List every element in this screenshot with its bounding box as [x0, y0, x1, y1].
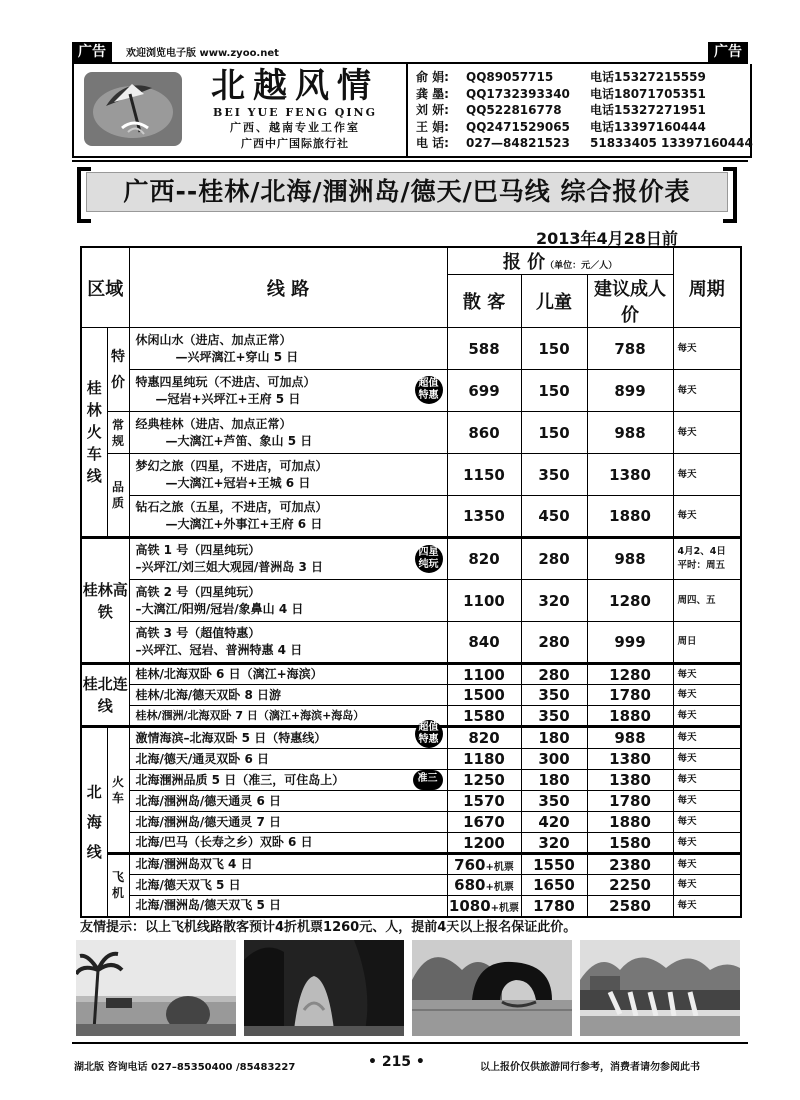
quasi-three-star-badge: 准三	[413, 770, 443, 790]
route-cell	[129, 412, 447, 454]
price-child: 280	[521, 664, 587, 685]
table-row[interactable]	[81, 749, 741, 770]
table-row[interactable]	[81, 328, 741, 370]
table-row[interactable]	[81, 896, 741, 917]
cycle: 每天	[673, 875, 741, 896]
price-child: 420	[521, 812, 587, 833]
page-title: 广西--桂林/北海/涠洲岛/德天/巴马线 综合报价表	[123, 177, 691, 206]
four-star-badge: 四星纯玩	[415, 545, 443, 573]
contact-phone[interactable]: 电话15327215559	[590, 70, 706, 84]
header-price-label: 报 价	[502, 252, 546, 273]
price-scatter: 820	[447, 538, 521, 580]
contact-name: 王 娟:	[416, 119, 449, 134]
route-cell: 北海/德天双飞 5 日	[129, 875, 447, 896]
route-cell	[129, 538, 447, 580]
ad-tag-left: 广告	[72, 42, 112, 62]
price-adult: 1380	[587, 749, 673, 770]
header-adult: 建议成人价	[587, 275, 673, 328]
price-adult: 1580	[587, 833, 673, 854]
price-child: 280	[521, 622, 587, 664]
footer-edition: 湖北版 咨询电话 027–85350400 /85483227	[74, 1062, 296, 1073]
header-region: 区域	[81, 247, 129, 328]
cycle	[673, 538, 741, 580]
price-adult: 1280	[587, 580, 673, 622]
price-scatter: 1570	[447, 791, 521, 812]
price-scatter: 1580	[447, 706, 521, 727]
route-line1: 高铁 2 号（四星纯玩）	[135, 584, 261, 599]
cycle: 每天	[673, 749, 741, 770]
price-child: 320	[521, 833, 587, 854]
cycle: 每天	[673, 664, 741, 685]
detian-waterfall-photo	[580, 940, 740, 1036]
contact-name: 俞 娟:	[416, 70, 449, 84]
price-adult: 1880	[587, 496, 673, 538]
route-line1: 高铁 1 号（四星纯玩）	[135, 543, 261, 557]
region-beihai: 北海线	[81, 727, 107, 917]
price-scatter: 860	[447, 412, 521, 454]
route-line2: —冠岩+兴坪江+王府 5 日	[155, 391, 301, 406]
price-adult: 999	[587, 622, 673, 664]
contact-row	[416, 135, 753, 152]
table-row[interactable]	[81, 706, 741, 727]
table-row[interactable]	[81, 664, 741, 685]
contact-qq[interactable]: QQ1732393340	[466, 86, 570, 101]
contact-phone[interactable]: 电话15327271951	[590, 103, 706, 117]
price-date: 2013年4月28日前	[536, 229, 678, 248]
cycle: 每天	[673, 770, 741, 791]
route-cell	[129, 496, 447, 538]
airfare-note: +机票	[490, 902, 520, 914]
price-scatter: 1670	[447, 812, 521, 833]
price-scatter-value: 680	[454, 876, 486, 894]
route-line1: 经典桂林（进店、加点正常）	[135, 416, 292, 431]
price-child: 150	[521, 412, 587, 454]
contact-qq[interactable]: QQ89057715	[466, 70, 554, 84]
price-adult: 788	[587, 328, 673, 370]
price-child: 350	[521, 791, 587, 812]
price-scatter: 1180	[447, 749, 521, 770]
price-child: 150	[521, 328, 587, 370]
price-child: 1780	[521, 896, 587, 917]
contact-phone[interactable]: 51833405 13397160444	[590, 136, 753, 150]
region-guilin-highspeed: 桂林高铁	[81, 538, 129, 664]
price-table	[80, 246, 742, 918]
title-box	[86, 172, 728, 212]
price-adult: 988	[587, 727, 673, 749]
cycle-line1: 4月2、4日	[677, 546, 726, 557]
table-row[interactable]	[81, 685, 741, 706]
cycle: 每天	[673, 328, 741, 370]
table-row[interactable]	[81, 496, 741, 538]
price-child: 1650	[521, 875, 587, 896]
route-cell	[129, 580, 447, 622]
table-row[interactable]	[81, 812, 741, 833]
header-route: 线 路	[129, 247, 447, 328]
price-child: 300	[521, 749, 587, 770]
price-scatter	[447, 875, 521, 896]
region-guilin-train: 桂林火车线	[81, 328, 107, 538]
contact-qq[interactable]: QQ522816778	[466, 103, 562, 117]
price-child: 180	[521, 727, 587, 749]
price-child: 450	[521, 496, 587, 538]
footer-divider	[72, 1042, 748, 1044]
contact-name: 电 话:	[416, 136, 449, 150]
price-child: 320	[521, 580, 587, 622]
header-cycle: 周期	[673, 247, 741, 328]
price-scatter: 1250	[447, 770, 521, 791]
elephant-trunk-hill-photo	[412, 940, 572, 1036]
price-scatter	[447, 854, 521, 875]
table-row[interactable]	[81, 791, 741, 812]
price-child: 350	[521, 685, 587, 706]
route-line1: 激情海滨–北海双卧 5 日（特惠线）	[135, 730, 327, 745]
value-deal-badge: 超值特惠	[415, 376, 443, 404]
cycle: 每天	[673, 370, 741, 412]
umbrella-logo-icon	[84, 72, 182, 146]
route-line1: 梦幻之旅（四星，不进店，可加点）	[135, 458, 328, 473]
route-line1: 休闲山水（进店、加点正常）	[135, 332, 292, 347]
friendly-tip: 友情提示：以上飞机线路散客预计4折机票1260元、人，提前4天以上报名保证此价。	[80, 920, 577, 935]
contact-qq[interactable]: QQ2471529065	[466, 119, 570, 134]
route-line2: –兴坪江、冠岩、普洲特惠 4 日	[135, 643, 303, 657]
value-deal-badge-2: 超值特惠	[415, 720, 443, 748]
header-price	[447, 247, 673, 275]
route-cell: 北海/涠洲岛/德天双飞 5 日	[129, 896, 447, 917]
header-scatter: 散 客	[447, 275, 521, 328]
brand-block	[190, 66, 400, 151]
price-scatter: 1200	[447, 833, 521, 854]
cycle-line2: 平时：周五	[677, 560, 726, 571]
route-line2: –大漓江/阳朔/冠岩/象鼻山 4 日	[135, 601, 304, 616]
table-row[interactable]	[81, 875, 741, 896]
ad-tag-right: 广告	[708, 42, 748, 62]
price-scatter: 820	[447, 727, 521, 749]
price-scatter: 699	[447, 370, 521, 412]
route-cell	[129, 770, 447, 791]
price-scatter: 1100	[447, 580, 521, 622]
price-adult: 899	[587, 370, 673, 412]
route-cell: 北海/涠洲岛双飞 4 日	[129, 854, 447, 875]
contact-name: 龚 墨:	[416, 86, 449, 101]
cycle: 每天	[673, 454, 741, 496]
brand-subtitle: 广西、越南专业工作室	[230, 121, 360, 134]
price-adult: 1880	[587, 706, 673, 727]
table-row[interactable]	[81, 770, 741, 791]
contact-name: 刘 妍:	[416, 103, 449, 117]
route-cell	[129, 370, 447, 412]
price-adult: 988	[587, 412, 673, 454]
route-line1: 钻石之旅（五星，不进店，可加点）	[135, 500, 328, 514]
table-row[interactable]	[81, 727, 741, 749]
cycle: 每天	[673, 896, 741, 917]
cycle: 每天	[673, 791, 741, 812]
agency-header	[72, 64, 752, 158]
route-line2: –兴坪江/刘三姐大观园/普洲岛 3 日	[135, 560, 323, 574]
contact-list	[416, 69, 753, 152]
subregion-train: 火车	[107, 727, 129, 854]
beach-photo	[76, 940, 236, 1036]
karst-rock-photo	[244, 940, 404, 1036]
price-child: 180	[521, 770, 587, 791]
cycle: 每天	[673, 854, 741, 875]
contact-phone[interactable]: 电话18071705351	[590, 86, 706, 101]
price-child: 280	[521, 538, 587, 580]
price-scatter: 1150	[447, 454, 521, 496]
price-child: 1550	[521, 854, 587, 875]
price-child: 350	[521, 706, 587, 727]
table-row[interactable]	[81, 854, 741, 875]
route-cell: 北海/涠洲岛/德天通灵 7 日	[129, 812, 447, 833]
page-number: • 215 •	[368, 1054, 425, 1070]
route-line2: —大漓江+外事江+王府 6 日	[165, 517, 323, 531]
route-cell: 桂林/北海/德天双卧 8 日游	[129, 685, 447, 706]
top-bar	[72, 42, 748, 64]
price-adult: 2380	[587, 854, 673, 875]
route-line2: —兴坪漓江+穿山 5 日	[175, 349, 299, 364]
cycle: 周日	[673, 622, 741, 664]
price-adult: 1780	[587, 791, 673, 812]
table-row[interactable]	[81, 580, 741, 622]
footer-disclaimer: 以上报价仅供旅游同行参考，消费者请勿参阅此书	[480, 1062, 700, 1073]
route-cell: 桂林/北海双卧 6 日（漓江+海滨）	[129, 664, 447, 685]
price-adult: 1380	[587, 454, 673, 496]
cycle: 每天	[673, 706, 741, 727]
cycle: 每天	[673, 685, 741, 706]
header-child: 儿童	[521, 275, 587, 328]
header-price-unit: （单位：元／人）	[545, 261, 618, 271]
route-line1: 北海涠洲品质 5 日（准三，可住岛上）	[135, 772, 345, 787]
table-row[interactable]	[81, 833, 741, 854]
price-child: 150	[521, 370, 587, 412]
route-line2: —大漓江+芦笛、象山 5 日	[165, 433, 313, 448]
route-cell	[129, 622, 447, 664]
price-adult: 2250	[587, 875, 673, 896]
agency-name: 广西中广国际旅行社	[241, 137, 349, 150]
contact-row	[416, 102, 753, 119]
price-scatter: 1500	[447, 685, 521, 706]
price-adult: 1880	[587, 812, 673, 833]
route-line1: 高铁 3 号（超值特惠）	[135, 626, 261, 640]
brand-name-en: BEI YUE FENG QING	[213, 106, 377, 119]
table-row[interactable]	[81, 370, 741, 412]
cycle: 每天	[673, 727, 741, 749]
price-scatter-value: 760	[454, 855, 486, 874]
price-child: 350	[521, 454, 587, 496]
subregion-quality: 品质	[107, 454, 129, 538]
welcome-text[interactable]: 欢迎浏览电子版 www.zyoo.net	[126, 48, 279, 59]
contact-row	[416, 69, 753, 86]
photo-strip	[76, 940, 740, 1036]
price-scatter-value: 1080	[448, 896, 491, 915]
contact-row	[416, 86, 753, 103]
subregion-special: 特价	[107, 328, 129, 412]
table-row[interactable]	[81, 412, 741, 454]
airfare-note: +机票	[485, 882, 514, 893]
route-cell: 北海/涠洲岛/德天通灵 6 日	[129, 791, 447, 812]
price-adult: 2580	[587, 896, 673, 917]
route-line2: —大漓江+冠岩+王城 6 日	[165, 475, 311, 490]
price-scatter	[447, 896, 521, 917]
contact-phone[interactable]: 电话13397160444	[590, 119, 706, 134]
price-scatter: 1350	[447, 496, 521, 538]
price-adult: 988	[587, 538, 673, 580]
table-row[interactable]	[81, 454, 741, 496]
airfare-note: +机票	[485, 861, 514, 873]
brand-name-cn: 北越风情	[211, 66, 379, 106]
route-cell	[129, 328, 447, 370]
price-scatter: 588	[447, 328, 521, 370]
price-scatter: 1100	[447, 664, 521, 685]
price-adult: 1380	[587, 770, 673, 791]
route-cell: 北海/巴马（长寿之乡）双卧 6 日	[129, 833, 447, 854]
route-line1: 特惠四星纯玩（不进店、可加点）	[135, 374, 316, 389]
route-cell	[129, 454, 447, 496]
route-cell: 桂林/涠洲/北海双卧 7 日（漓江+海滨+海岛）	[129, 706, 447, 727]
contact-qq[interactable]: 027—84821523	[466, 136, 570, 150]
contact-row	[416, 119, 753, 136]
route-cell: 北海/德天/通灵双卧 6 日	[129, 749, 447, 770]
price-adult: 1280	[587, 664, 673, 685]
cycle: 每天	[673, 812, 741, 833]
price-scatter: 840	[447, 622, 521, 664]
table-row[interactable]	[81, 538, 741, 580]
cycle: 周四、五	[673, 580, 741, 622]
subregion-flight: 飞机	[107, 854, 129, 917]
subregion-regular: 常规	[107, 412, 129, 454]
table-row[interactable]	[81, 622, 741, 664]
cycle: 每天	[673, 496, 741, 538]
price-adult: 1780	[587, 685, 673, 706]
title-band	[72, 160, 748, 220]
cycle: 每天	[673, 833, 741, 854]
cycle: 每天	[673, 412, 741, 454]
route-cell	[129, 722, 447, 749]
header-divider	[406, 64, 408, 156]
region-guibei-link: 桂北连线	[81, 664, 129, 727]
